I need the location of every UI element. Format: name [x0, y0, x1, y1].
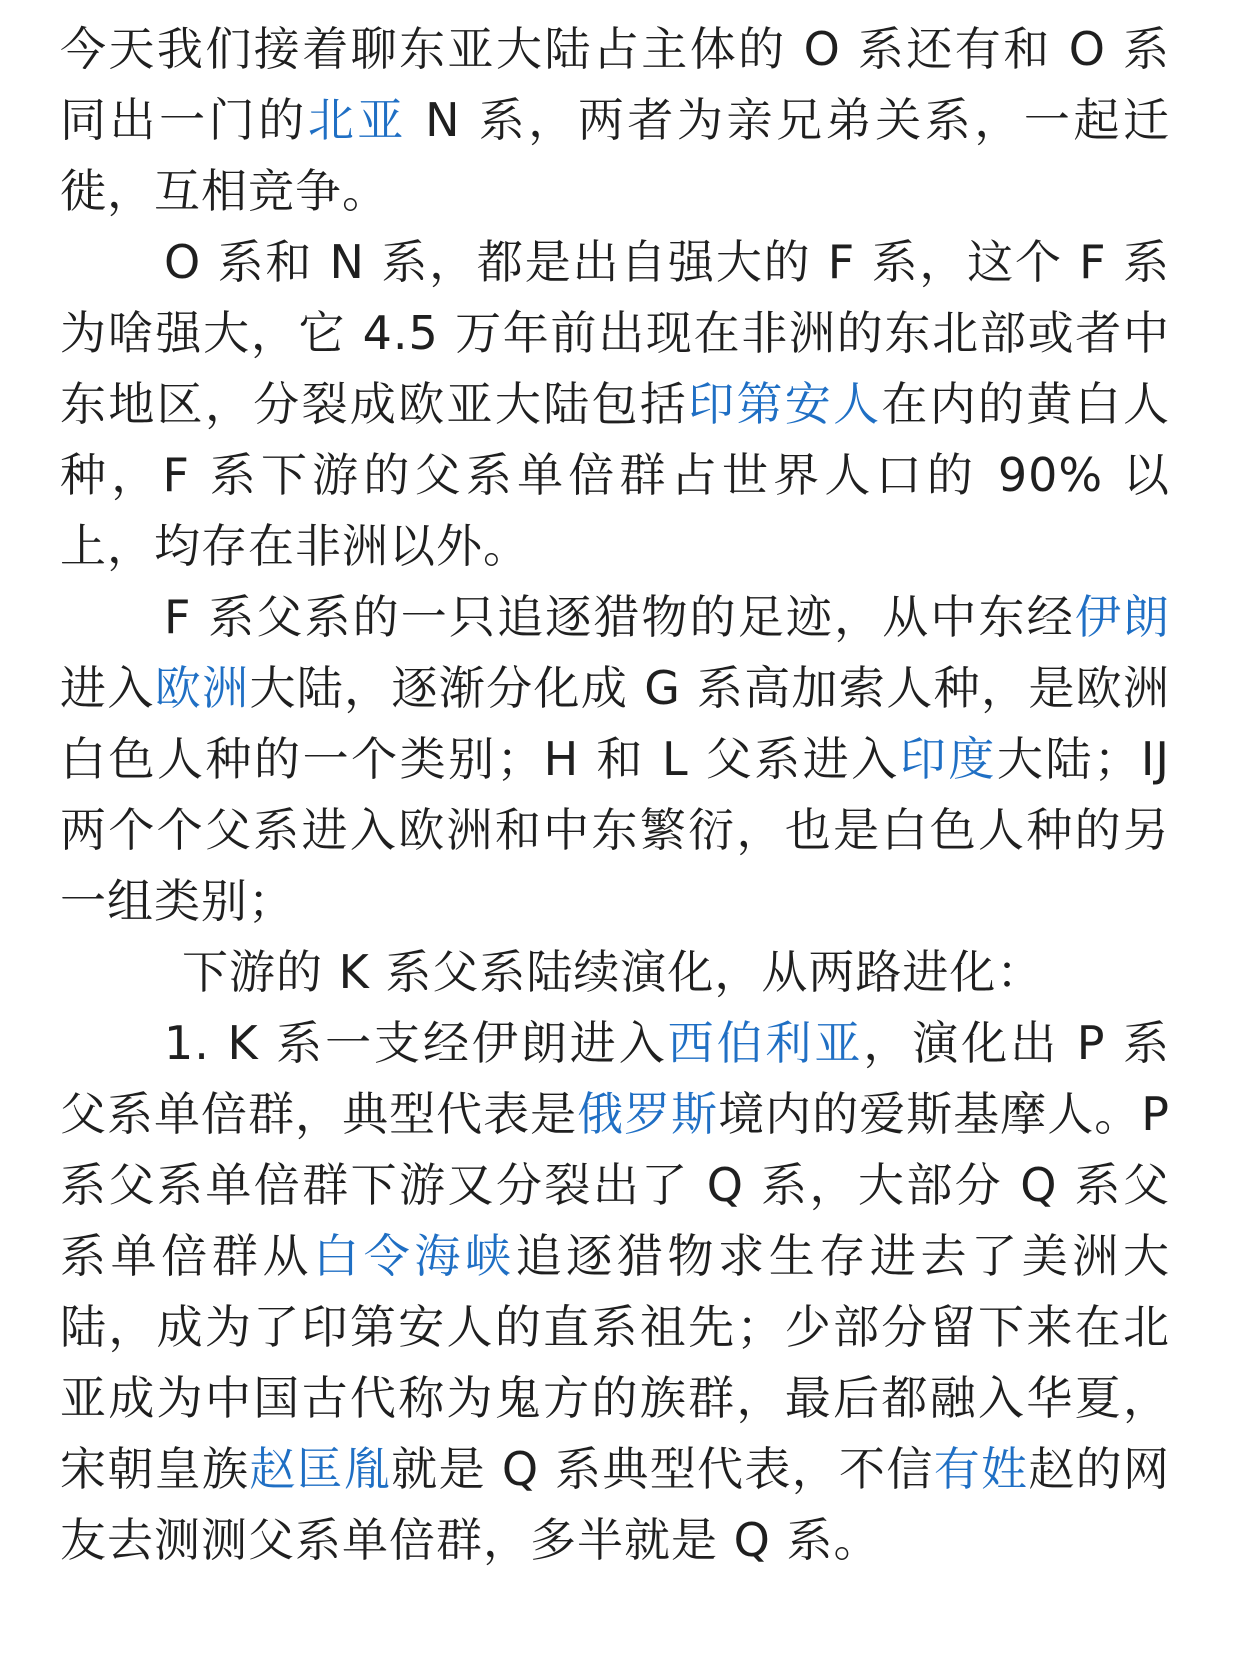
text-run: 赵的网友去测测父系单倍群，多半就是 Q 系。: [60, 1442, 1170, 1567]
text-run: N 系，两者为亲兄弟关系，一起迁徙，互相竞争。: [60, 93, 1171, 218]
paragraph-2: [60, 227, 1170, 582]
link-zhao-kuang-yin[interactable]: 赵匡胤: [249, 1442, 392, 1496]
paragraph-3: [60, 582, 1170, 937]
text-run: 进入: [60, 661, 155, 715]
text-run: ，演化出 P 系父系单倍群，典型代表是: [60, 1016, 1171, 1141]
link-ou-zhou[interactable]: 欧洲: [154, 661, 250, 715]
text-run: 今天我们接着聊东亚大陆占主体的 O 系还有和 O 系同出一门的: [60, 22, 1170, 147]
link-yin-di-an-ren[interactable]: 印第安人: [688, 377, 882, 431]
link-bei-ya[interactable]: 北亚: [307, 93, 407, 147]
text-run: 下游的 K 系父系陆续演化，从两路进化：: [182, 945, 1044, 999]
text-run: 境内的爱斯基摩人。P 系父系单倍群下游又分裂出了 Q 系，大部分 Q 系父系单倍群从: [60, 1087, 1171, 1283]
text-run: 在内的黄白人种，F 系下游的父系单倍群占世界人口的 90% 以上，均存在非洲以外。: [60, 377, 1171, 573]
text-run: 大陆，逐渐分化成 G 系高加索人种，是欧洲白色人种的一个类别；H 和 L 父系进入: [60, 661, 1171, 786]
link-yin-du[interactable]: 印度: [899, 732, 997, 786]
text-run: 大陆；IJ 两个个父系进入欧洲和中东繁衍，也是白色人种的另一组类别；: [60, 732, 1171, 928]
text-run: 就是 Q 系典型代表，不信: [391, 1442, 934, 1496]
paragraph-4: [60, 937, 1170, 1008]
article-body: [60, 14, 1170, 1576]
text-run: 追逐猎物求生存进去了美洲大陆，成为了印第安人的直系祖先；少部分留下来在北亚成为中国古代称为鬼方的族群，最后都融入华夏，宋朝皇族: [60, 1229, 1171, 1496]
paragraph-5: [60, 1008, 1170, 1576]
paragraph-1: [60, 14, 1170, 227]
text-run: O 系和 N 系，都是出自强大的 F 系，这个 F 系为啥强大，它 4.5 万年前出现在非洲的东北部或者中东地区，分裂成欧亚大陆包括: [60, 235, 1170, 431]
link-you-xing[interactable]: 有姓: [933, 1442, 1029, 1496]
link-yi-lang[interactable]: 伊朗: [1074, 590, 1170, 644]
link-bai-ling-hai-xia[interactable]: 白令海峡: [313, 1229, 516, 1283]
link-e-luo-si[interactable]: 俄罗斯: [577, 1087, 719, 1141]
text-run: F 系父系的一只追逐猎物的足迹，从中东经: [164, 590, 1075, 644]
text-run: 1. K 系一支经伊朗进入: [164, 1016, 668, 1070]
link-xi-bo-li-ya[interactable]: 西伯利亚: [667, 1016, 864, 1070]
